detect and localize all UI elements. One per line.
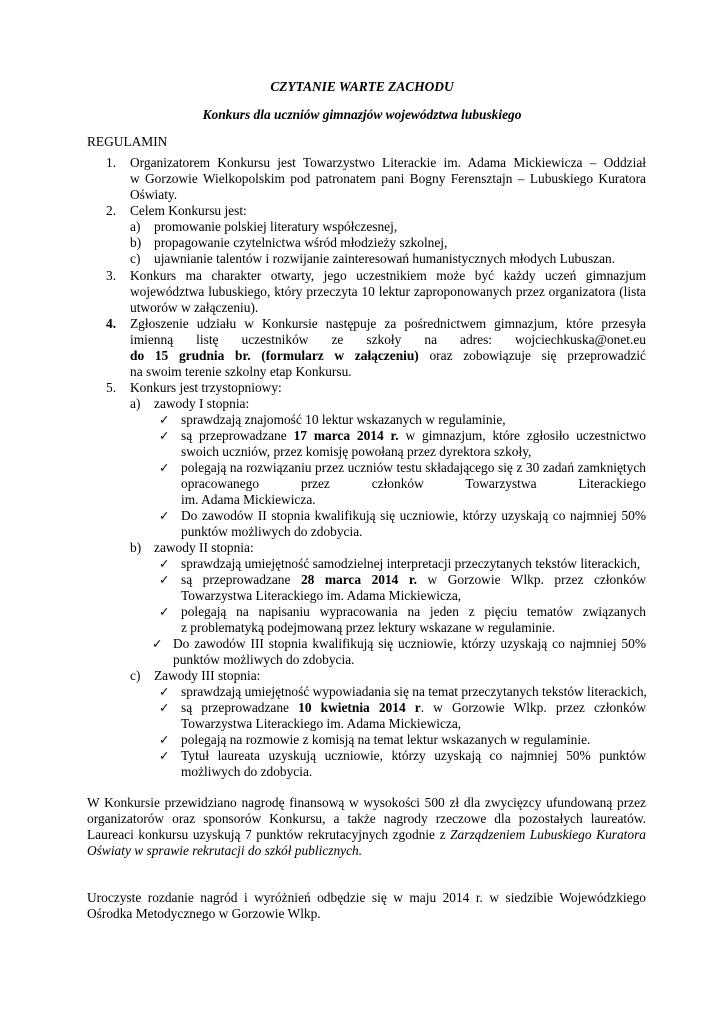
stage-2-text: w Gorzowie Wlkp. przez członków bbox=[416, 572, 647, 587]
goal-item: propagowanie czytelnictwa wśród młodzieży szkolnej, bbox=[154, 235, 448, 250]
stage-3-line: Tytuł laureata uzyskują uczniowie, którzy uzyskają co najmniej 50% punktów bbox=[181, 748, 646, 763]
stage-2-text: są przeprowadzane bbox=[181, 572, 301, 587]
sub-letter: b) bbox=[130, 235, 142, 250]
goal-item: ujawnianie talentów i rozwijanie zainteresowań humanistycznych młodych Lubuszan. bbox=[154, 251, 616, 266]
item-1-line: w Gorzowie Wielkopolskim pod patronatem pani Bogny Ferensztajn – Lubuskiego Kuratora bbox=[130, 171, 646, 186]
date-bold: 17 marca 2014 r. bbox=[293, 428, 399, 443]
item-number: 4. bbox=[106, 316, 117, 331]
item-3-line: województwa lubuskiego, który przeczyta 10 lektur zaproponowanych przez organizatora (lista bbox=[130, 284, 646, 299]
ceremony-paragraph-line: Ośrodka Metodycznego w Gorzowie Wlkp. bbox=[87, 906, 321, 921]
item-number: 1. bbox=[106, 155, 117, 170]
regulation-reference: Zarządzeniem Lubuskiego Kuratora bbox=[450, 827, 647, 842]
date-bold: 28 marca 2014 r. bbox=[300, 572, 417, 587]
date-bold: 10 kwietnia 2014 r bbox=[298, 700, 421, 715]
item-2-line: Celem Konkursu jest: bbox=[130, 203, 247, 218]
sub-letter: c) bbox=[130, 251, 141, 266]
stage-1-line: opracowanego przez członków Towarzystwa Literackiego bbox=[181, 476, 646, 491]
item-4-text: oraz zobowiązuje się przeprowadzić bbox=[418, 348, 646, 363]
stage-1-line bbox=[181, 428, 646, 444]
ceremony-paragraph-line: Uroczyste rozdanie nagród i wyróżnień odbędzie się w maju 2014 r. w siedzibie Wojewódzkiego bbox=[87, 890, 646, 905]
stage-1-heading: zawody I stopnia: bbox=[154, 396, 250, 411]
check-icon: ✓ bbox=[159, 428, 170, 443]
check-icon: ✓ bbox=[159, 572, 170, 587]
check-icon: ✓ bbox=[159, 732, 170, 747]
stage-3-heading: Zawody III stopnia: bbox=[154, 668, 261, 683]
prize-paragraph-line: Oświaty w sprawie rekrutacji do szkół publicznych. bbox=[87, 843, 363, 858]
prize-paragraph-line bbox=[87, 827, 646, 843]
stage-2-line: Do zawodów III stopnia kwalifikują się uczniowie, którzy uzyskają co najmniej 50% bbox=[173, 636, 646, 651]
stage-1-line: punktów możliwych do zdobycia. bbox=[181, 524, 363, 539]
stage-1-line: swoich uczniów, przez komisję powołaną przez dyrektora szkoły, bbox=[181, 444, 532, 459]
stage-2-line: sprawdzają umiejętność samodzielnej interpretacji przeczytanych tekstów literackich, bbox=[181, 556, 641, 571]
item-3-line: utworów w załączeniu). bbox=[130, 300, 259, 315]
item-4-line: na swoim terenie szkolny etap Konkursu. bbox=[130, 364, 352, 379]
item-number: 5. bbox=[106, 380, 117, 395]
prize-text: Laureaci konkursu uzyskują 7 punktów rekrutacyjnych zgodnie z bbox=[87, 827, 451, 842]
sub-letter: a) bbox=[130, 219, 141, 234]
prize-paragraph-line: organizatorów oraz sponsorów Konkursu, a także nagrody rzeczowe dla pozostałych laureatów. bbox=[87, 811, 646, 826]
stage-1-line: im. Adama Mickiewicza. bbox=[181, 492, 316, 507]
stage-3-line bbox=[181, 700, 646, 716]
check-icon: ✓ bbox=[159, 604, 170, 619]
stage-3-text: są przeprowadzane bbox=[181, 700, 299, 715]
check-icon: ✓ bbox=[152, 636, 163, 651]
stage-3-line: polegają na rozmowie z komisją na temat lektur wskazanych w regulaminie. bbox=[181, 732, 591, 747]
item-number: 3. bbox=[106, 268, 117, 283]
stage-3-line: Towarzystwa Literackiego im. Adama Mickiewicza, bbox=[181, 716, 462, 731]
stage-1-line: sprawdzają znajomość 10 lektur wskazanych w regulaminie, bbox=[181, 412, 506, 427]
check-icon: ✓ bbox=[159, 700, 170, 715]
item-4-line: imienną listę uczestników ze szkoły na adres: wojciechkuska@onet.eu bbox=[130, 332, 646, 347]
stage-2-heading: zawody II stopnia: bbox=[154, 540, 254, 555]
item-4-line bbox=[130, 348, 646, 364]
document-title: CZYTANIE WARTE ZACHODU bbox=[270, 79, 454, 94]
sub-letter: c) bbox=[130, 668, 141, 683]
stage-1-text: są przeprowadzane bbox=[181, 428, 294, 443]
sub-letter: a) bbox=[130, 396, 141, 411]
check-icon: ✓ bbox=[159, 412, 170, 427]
check-icon: ✓ bbox=[159, 556, 170, 571]
stage-1-line: polegają na rozwiązaniu przez uczniów testu składającego się z 30 zadań zamkniętych bbox=[181, 460, 646, 475]
item-1-line: Oświaty. bbox=[130, 187, 178, 202]
item-1-line: Organizatorem Konkursu jest Towarzystwo Literackie im. Adama Mickiewicza – Oddział bbox=[130, 155, 646, 170]
item-number: 2. bbox=[106, 203, 117, 218]
goal-item: promowanie polskiej literatury współczesnej, bbox=[154, 219, 398, 234]
stage-2-line: Towarzystwa Literackiego im. Adama Mickiewicza, bbox=[181, 588, 462, 603]
sub-letter: b) bbox=[130, 540, 142, 555]
document-subtitle: Konkurs dla uczniów gimnazjów województwa lubuskiego bbox=[202, 107, 522, 122]
item-4-line: Zgłoszenie udziału w Konkursie następuje za pośrednictwem gimnazjum, które przesyła bbox=[130, 316, 646, 331]
stage-1-line: Do zawodów II stopnia kwalifikują się uczniowie, którzy uzyskają co najmniej 50% bbox=[181, 508, 646, 523]
check-icon: ✓ bbox=[159, 508, 170, 523]
stage-2-line: z problematyką podejmowaną przez lektury wskazane w regulaminie. bbox=[181, 620, 556, 635]
stage-2-line: punktów możliwych do zdobycia. bbox=[173, 652, 355, 667]
check-icon: ✓ bbox=[159, 684, 170, 699]
stage-2-line bbox=[181, 572, 646, 588]
regulamin-heading: REGULAMIN bbox=[87, 134, 168, 149]
item-3-line: Konkurs ma charakter otwarty, jego uczestnikiem może być każdy uczeń gimnazjum bbox=[130, 268, 646, 283]
check-icon: ✓ bbox=[159, 748, 170, 763]
stage-3-line: możliwych do zdobycia. bbox=[181, 764, 313, 779]
check-icon: ✓ bbox=[159, 460, 170, 475]
stage-2-line: polegają na napisaniu wypracowania na jeden z pięciu tematów związanych bbox=[181, 604, 646, 619]
stage-3-text: . w Gorzowie Wlkp. przez członków bbox=[420, 700, 647, 715]
stage-3-line: sprawdzają umiejętność wypowiadania się na temat przeczytanych tekstów literackich, bbox=[181, 684, 647, 699]
stage-1-text: w gimnazjum, które zgłosiło uczestnictwo bbox=[398, 428, 647, 443]
item-5-line: Konkurs jest trzystopniowy: bbox=[130, 380, 282, 395]
deadline-bold: do 15 grudnia br. (formularz w załączeniu) bbox=[130, 348, 419, 363]
prize-paragraph-line: W Konkursie przewidziano nagrodę finansową w wysokości 500 zł dla zwycięzcy ufundowaną przez bbox=[87, 795, 646, 810]
